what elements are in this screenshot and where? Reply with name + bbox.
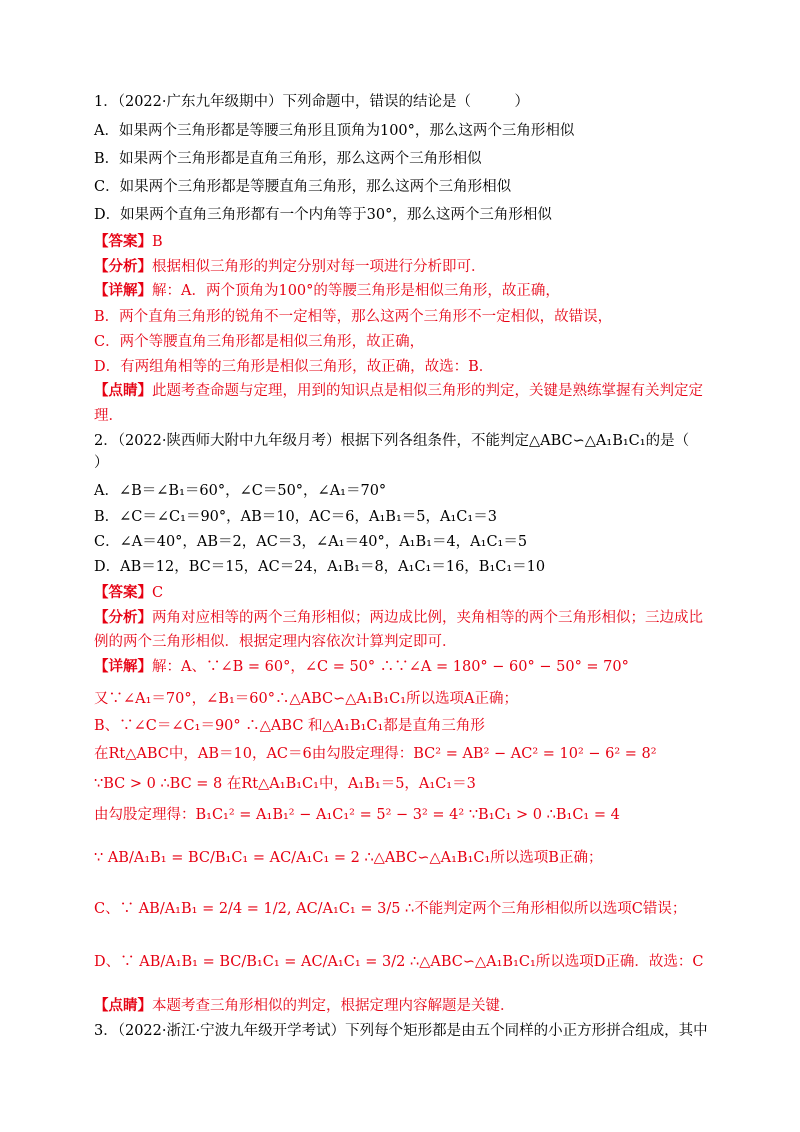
q2-option-d: D．AB＝12，BC＝15，AC＝24，A₁B₁＝8，A₁C₁＝16，B₁C₁＝10 [94, 559, 546, 575]
answer-label: 【答案】 [94, 584, 152, 601]
comment-label: 【点睛】 [94, 382, 152, 399]
answer-label: 【答案】 [94, 233, 152, 250]
q2-detail-line-6: 由勾股定理得：B₁C₁² = A₁B₁² − A₁C₁² = 5² − 3² = 4² ∵B₁C₁ > 0 ∴B₁C₁ = 4 [94, 807, 620, 823]
analysis-label: 【分析】 [94, 609, 152, 626]
q1-option-c: C．如果两个三角形都是等腰直角三角形，那么这两个三角形相似 [94, 179, 512, 195]
q2-detail-line-2: 又∵∠A₁＝70°，∠B₁＝60°∴△ABC∽△A₁B₁C₁所以选项A正确； [94, 691, 519, 707]
answer-value: C [152, 585, 164, 601]
q1-comment-line-1 [94, 381, 703, 401]
q2-analysis-line-2: 例的两个三角形相似．根据定理内容依次计算判定即可． [94, 634, 457, 650]
q1-answer [94, 232, 163, 252]
q2-stem: 2．（2022·陕西师大附中九年级月考）根据下列各组条件，不能判定△ABC∽△A₁B₁C₁的是（ [94, 433, 690, 449]
detail-text: 解：A．两个顶角为100°的等腰三角形是相似三角形，故正确， [152, 283, 560, 299]
q1-option-d: D．如果两个直角三角形都有一个内角等于30°，那么这两个三角形相似 [94, 207, 552, 223]
q1-analysis [94, 257, 486, 277]
q2-comment [94, 996, 515, 1016]
detail-label: 【详解】 [94, 658, 152, 675]
q3-stem: 3．（2022·浙江·宁波九年级开学考试）下列每个矩形都是由五个同样的小正方形拼合组成，其中 [94, 1023, 708, 1039]
q1-detail-line-4: D．有两组角相等的三角形是相似三角形，故正确，故选：B． [94, 359, 494, 375]
q1-option-a: A．如果两个三角形都是等腰三角形且顶角为100°，那么这两个三角形相似 [94, 123, 575, 139]
q2-detail-line-1 [94, 657, 629, 677]
q2-option-b: B．∠C＝∠C₁＝90°，AB＝10，AC＝6，A₁B₁＝5，A₁C₁＝3 [94, 509, 497, 525]
analysis-text: 根据相似三角形的判定分别对每一项进行分析即可． [152, 259, 486, 275]
detail-label: 【详解】 [94, 282, 152, 299]
q2-detail-line-3: B、∵∠C＝∠C₁＝90° ∴△ABC 和△A₁B₁C₁都是直角三角形 [94, 718, 485, 734]
comment-text: 此题考查命题与定理，用到的知识点是相似三角形的判定，关键是熟练掌握有关判定定 [152, 383, 703, 399]
comment-text: 本题考查三角形相似的判定，根据定理内容解题是关键． [152, 998, 515, 1014]
q1-detail-line-1 [94, 281, 560, 301]
q2-detail-line-4: 在Rt△ABC中，AB＝10，AC＝6由勾股定理得：BC² = AB² − AC² = 10² − 6² = 8² [94, 746, 657, 762]
q2-option-c: C．∠A＝40°，AB＝2，AC＝3，∠A₁＝40°，A₁B₁＝4，A₁C₁＝5 [94, 534, 528, 550]
q2-answer [94, 583, 163, 603]
q2-analysis-line-1 [94, 608, 703, 628]
analysis-text: 两角对应相等的两个三角形相似；两边成比例，夹角相等的两个三角形相似；三边成比 [152, 610, 703, 626]
q2-stem-end: ） [94, 455, 109, 471]
answer-value: B [152, 234, 163, 250]
q1-detail-line-3: C．两个等腰直角三角形都是相似三角形，故正确， [94, 334, 425, 350]
detail-text: 解：A、∵∠B = 60°，∠C = 50° ∴∵∠A = 180° − 60° − 50° = 70° [152, 659, 629, 675]
q1-detail-line-2: B．两个直角三角形的锐角不一定相等，那么这两个三角形不一定相似，故错误， [94, 309, 613, 325]
comment-label: 【点睛】 [94, 997, 152, 1014]
q1-option-b: B．如果两个三角形都是直角三角形，那么这两个三角形相似 [94, 151, 482, 167]
analysis-label: 【分析】 [94, 258, 152, 275]
q2-detail-line-8: C、∵ AB/A₁B₁ = 2/4 = 1/2, AC/A₁C₁ = 3/5 ∴不能判定两个三角形相似所以选项C错误； [94, 901, 687, 917]
q1-comment-line-2: 理． [94, 408, 123, 424]
q2-detail-line-7: ∵ AB/A₁B₁ = BC/B₁C₁ = AC/A₁C₁ = 2 ∴△ABC∽△A₁B₁C₁所以选项B正确； [94, 850, 603, 866]
q2-detail-line-5: ∵BC > 0 ∴BC = 8 在Rt△A₁B₁C₁中，A₁B₁＝5，A₁C₁＝3 [94, 776, 476, 792]
q2-detail-line-9: D、∵ AB/A₁B₁ = BC/B₁C₁ = AC/A₁C₁ = 3/2 ∴△ABC∽△A₁B₁C₁所以选项D正确．故选：C [94, 954, 704, 970]
q1-stem: 1．（2022·广东九年级期中）下列命题中，错误的结论是（ ） [94, 94, 529, 110]
q2-option-a: A．∠B＝∠B₁＝60°，∠C＝50°，∠A₁＝70° [94, 483, 387, 499]
